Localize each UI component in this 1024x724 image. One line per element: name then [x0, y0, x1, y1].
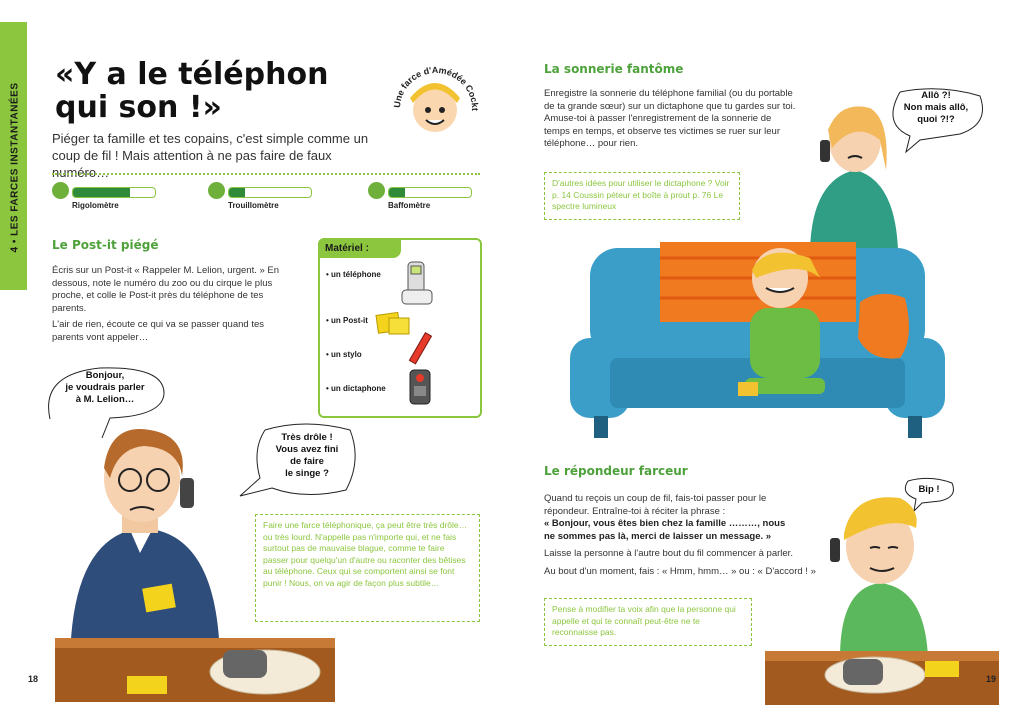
- bubble-dad-line-2: je voudrais parler: [65, 382, 145, 393]
- meter-bar: [228, 187, 312, 198]
- bubble-dad-line-1: Bonjour,: [85, 370, 125, 381]
- meter-fill: [389, 188, 405, 197]
- materiel-heading: Matériel :: [320, 240, 401, 258]
- meter-label: Trouillomètre: [228, 201, 279, 210]
- fantome-paragraph: Enregistre la sonnerie du téléphone familial (ou du portable de ta grande sœur) sur un dictaphone que tu gardes sur toi. Amuse-toi à passer l'enregistrement de la sonnerie de temps en temps, et observe tes victimes se ruer sur leur téléphone… pour rien.: [544, 88, 796, 149]
- repondeur-heading: Le répondeur farceur: [544, 464, 688, 478]
- slap-face-icon: [368, 182, 385, 199]
- repondeur-paragraph-3: Laisse la personne à l'autre bout du fil commencer à parler.: [544, 548, 793, 559]
- bubble-dad: [50, 370, 160, 406]
- page-number-right: 19: [986, 674, 997, 684]
- bubble-bip: Bip !: [918, 484, 940, 495]
- meter-fill: [73, 188, 130, 197]
- title-line-2: qui son !»: [55, 90, 222, 125]
- bubble-phone-line-1: Très drôle !: [281, 432, 333, 443]
- chapter-side-tab: [0, 22, 27, 290]
- meter-label: Rigolomètre: [72, 201, 119, 210]
- title-line-1: «Y a le téléphon: [55, 57, 329, 92]
- materiel-item-telephone: • un téléphone: [326, 270, 381, 279]
- bubble-sister-line-1: Allô ?!: [921, 90, 951, 101]
- bubble-sister-line-2: Non mais allô,: [903, 102, 969, 113]
- amedee-badge: [387, 50, 481, 148]
- meter-label: Baffomètre: [388, 201, 431, 210]
- page-number-left: 18: [28, 674, 39, 684]
- repondeur-paragraph-2: « Bonjour, vous êtes bien chez la famille ………, nous ne sommes pas là, merci de laisser un message. »: [544, 518, 786, 542]
- repondeur-paragraph-1: Quand tu reçois un coup de fil, fais-toi passer pour le répondeur. Entraîne-toi à réciter la phrase :: [544, 493, 767, 517]
- dictaphone-tip: D'autres idées pour utiliser le dictaphone ? Voir p. 14 Coussin péteur et boîte à prout p. 76 Le spectre lumineux: [544, 172, 740, 220]
- postit-paragraph-2: L'air de rien, écoute ce qui va se passer quand tes parents vont appeler…: [52, 319, 265, 343]
- badge-text: Une farce d'Amédée Cocktail: [387, 50, 481, 112]
- side-table-illustration: [765, 645, 999, 705]
- materiel-item-dictaphone: • un dictaphone: [326, 384, 386, 393]
- telephone-icon: [400, 260, 440, 310]
- meter-fill: [229, 188, 245, 197]
- bubble-phone: [262, 432, 352, 480]
- bubble-phone-line-3: de faire: [290, 456, 324, 467]
- bubble-sister-line-3: quoi ?!?: [917, 114, 955, 125]
- bubble-phone-line-2: Vous avez fini: [275, 444, 339, 455]
- postit-paragraph-1: Écris sur un Post-it « Rappeler M. Lelion, urgent. » En dessous, note le numéro du zoo ou du cirque le plus proche, et colle le Post-it près du téléphone de tes parents.: [52, 265, 280, 314]
- worried-face-icon: [208, 182, 225, 199]
- intro-text: Piéger ta famille et tes copains, c'est simple comme un coup de fil ! Mais attention à ne pas faire de faux numéro…: [52, 131, 369, 180]
- meter-bar: [72, 187, 156, 198]
- table-with-phone-illustration: [55, 632, 335, 702]
- meter-bar: [388, 187, 472, 198]
- pen-icon: [405, 332, 435, 372]
- repondeur-paragraph-4: Au bout d'un moment, fais : « Hmm, hmm… » ou : « D'accord ! »: [544, 566, 816, 577]
- boy-on-phone-illustration: [820, 488, 950, 658]
- materiel-item-stylo: • un stylo: [326, 350, 362, 359]
- smiley-icon: [52, 182, 69, 199]
- fantome-heading: La sonnerie fantôme: [544, 62, 684, 76]
- page-title: [55, 58, 328, 124]
- materiel-item-postit: • un Post-it: [326, 316, 368, 325]
- sofa-with-boy-illustration: [570, 238, 945, 444]
- bubble-dad-line-3: à M. Lelion…: [75, 394, 135, 405]
- divider: [52, 173, 480, 175]
- postit-heading: Le Post-it piégé: [52, 238, 159, 252]
- bubble-phone-line-4: le singe ?: [285, 468, 329, 479]
- materiel-box: [318, 238, 482, 418]
- dictaphone-icon: [408, 368, 434, 408]
- voice-tip: Pense à modifier ta voix afin que la personne qui appelle et qui te connaît peut-être ne te reconnaisse pas.: [544, 598, 752, 646]
- chapter-label: 4 • LES FARCES INSTANTANÉES: [9, 82, 21, 253]
- warning-tip: Faire une farce téléphonique, ça peut être très drôle… ou très lourd. N'appelle pas n'importe qui, et ne fais surtout pas de mauvaise blague, comme te faire passer pour quelqu'un d'autre ou raconter des bêtises au téléphone. Ceux qui se comportent ainsi se font punir ! Nous, on va agir de façon plus subtile…: [255, 514, 480, 622]
- sister-on-phone-illustration: [800, 100, 910, 250]
